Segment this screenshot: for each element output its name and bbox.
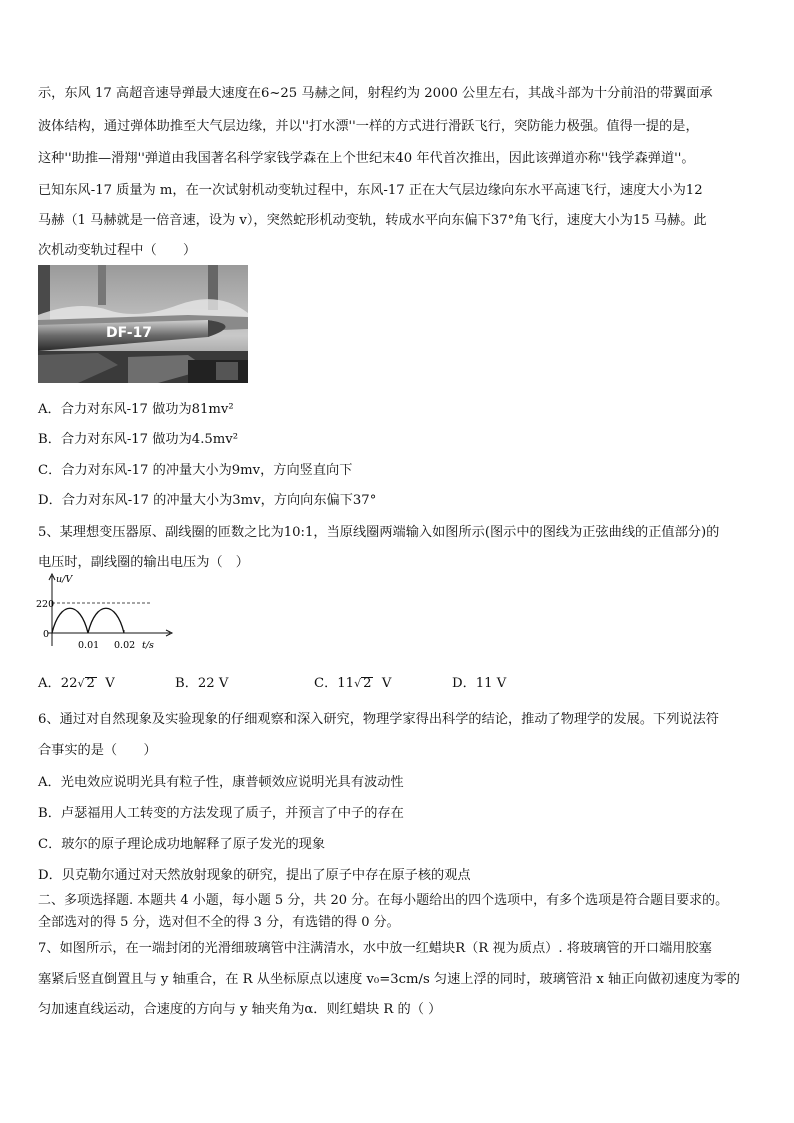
- q7-text-line-3: 匀加速直线运动，合速度的方向与 y 轴夹角为α．则红蜡块 R 的（ ）: [38, 1002, 442, 1017]
- q4-option-b[interactable]: B．合力对东风-17 做功为4.5mv²: [38, 432, 239, 447]
- q7-text-line-1: 7、如图所示，在一端封闭的光滑细玻璃管中注满清水，水中放一红蜡块R（R 视为质点）. 将玻璃管的开口端用胶塞: [38, 941, 712, 956]
- q4-text-line-1: 示，东风 17 高超音速导弹最大速度在6~25 马赫之间，射程约为 2000 公里左右，其战斗部为十分前沿的带翼面承: [38, 86, 713, 101]
- q6-option-a[interactable]: A．光电效应说明光具有粒子性，康普顿效应说明光具有波动性: [38, 775, 404, 790]
- q5-option-d[interactable]: D．11 V: [452, 676, 507, 691]
- q5-option-c-number: C．11: [314, 676, 355, 691]
- q4-option-a[interactable]: A．合力对东风-17 做功为81mv²: [38, 402, 234, 417]
- q5-option-a[interactable]: A．22√ 2 V: [38, 676, 115, 691]
- section2-instructions-line-2: 全部选对的得 5 分，选对但不全的得 3 分，有选错的得 0 分。: [38, 915, 400, 930]
- y-axis-label: u/V: [56, 574, 73, 585]
- origin-label: 0: [43, 629, 50, 640]
- q6-text-line-1: 6、通过对自然现象及实验现象的仔细观察和深入研究，物理学家得出科学的结论，推动了物理学的发展。下列说法符: [38, 712, 719, 727]
- rectified-sine-curve: [52, 608, 124, 633]
- x-tick-0.01: 0.01: [78, 640, 100, 651]
- x-axis-label: t/s: [142, 640, 154, 651]
- section2-instructions-line-1: 二、多项选择题. 本题共 4 小题，每小题 5 分，共 20 分。在每小题给出的四个选项中，有多个选项是符合题目要求的。: [38, 893, 729, 908]
- q4-text-line-6: 次机动变轨过程中（ ）: [38, 243, 197, 258]
- q5-text-line-1: 5、某理想变压器原、副线圈的匝数之比为10:1，当原线圈两端输入如图所示(图示中的图线为正弦曲线的正值部分)的: [38, 525, 720, 540]
- q5-option-c[interactable]: C．11√ 2 V: [314, 676, 392, 691]
- q5-option-b[interactable]: B．22 V: [175, 676, 229, 691]
- voltage-time-graph: [36, 570, 186, 652]
- x-tick-0.02: 0.02: [114, 640, 136, 651]
- q6-option-d[interactable]: D．贝克勒尔通过对天然放射现象的研究，提出了原子中存在原子核的观点: [38, 868, 471, 883]
- q6-option-b[interactable]: B．卢瑟福用人工转变的方法发现了质子，并预言了中子的存在: [38, 806, 404, 821]
- q4-text-line-4: 已知东风-17 质量为 m，在一次试射机动变轨过程中，东风-17 正在大气层边缘向东水平高速飞行，速度大小为12: [38, 183, 703, 198]
- q6-option-c[interactable]: C．玻尔的原子理论成功地解释了原子发光的现象: [38, 837, 326, 852]
- q5-option-a-number: A．22: [38, 676, 78, 691]
- df17-missile-photo: [38, 265, 248, 383]
- q5-option-c-unit: V: [381, 676, 392, 691]
- q4-option-c[interactable]: C．合力对东风-17 的冲量大小为9mv，方向竖直向下: [38, 463, 353, 478]
- q5-option-a-root: 2: [86, 676, 95, 691]
- q5-text-line-2: 电压时，副线圈的输出电压为（ ）: [38, 555, 249, 570]
- photo-label: DF-17: [106, 325, 153, 341]
- q5-option-c-root: 2: [363, 676, 372, 691]
- q7-text-line-2: 塞紧后竖直倒置且与 y 轴重合，在 R 从坐标原点以速度 v₀=3cm/s 匀速上浮的同时，玻璃管沿 x 轴正向做初速度为零的: [38, 972, 740, 987]
- y-tick-label: 220: [36, 599, 55, 610]
- q4-text-line-3: 这种''助推—滑翔''弹道由我国著名科学家钱学森在上个世纪末40 年代首次推出，因此该弹道亦称''钱学森弹道''。: [38, 151, 695, 166]
- q6-text-line-2: 合事实的是（ ）: [38, 743, 157, 758]
- q5-option-a-unit: V: [105, 676, 115, 691]
- q4-text-line-5: 马赫（1 马赫就是一倍音速，设为 v），突然蛇形机动变轨，转成水平向东偏下37°角飞行，速度大小为15 马赫。此: [38, 213, 707, 228]
- q4-option-d[interactable]: D．合力对东风-17 的冲量大小为3mv，方向向东偏下37°: [38, 493, 377, 508]
- q4-text-line-2: 波体结构，通过弹体助推至大气层边缘，并以''打水漂''一样的方式进行滑跃飞行，突防能力极强。值得一提的是，: [38, 119, 699, 134]
